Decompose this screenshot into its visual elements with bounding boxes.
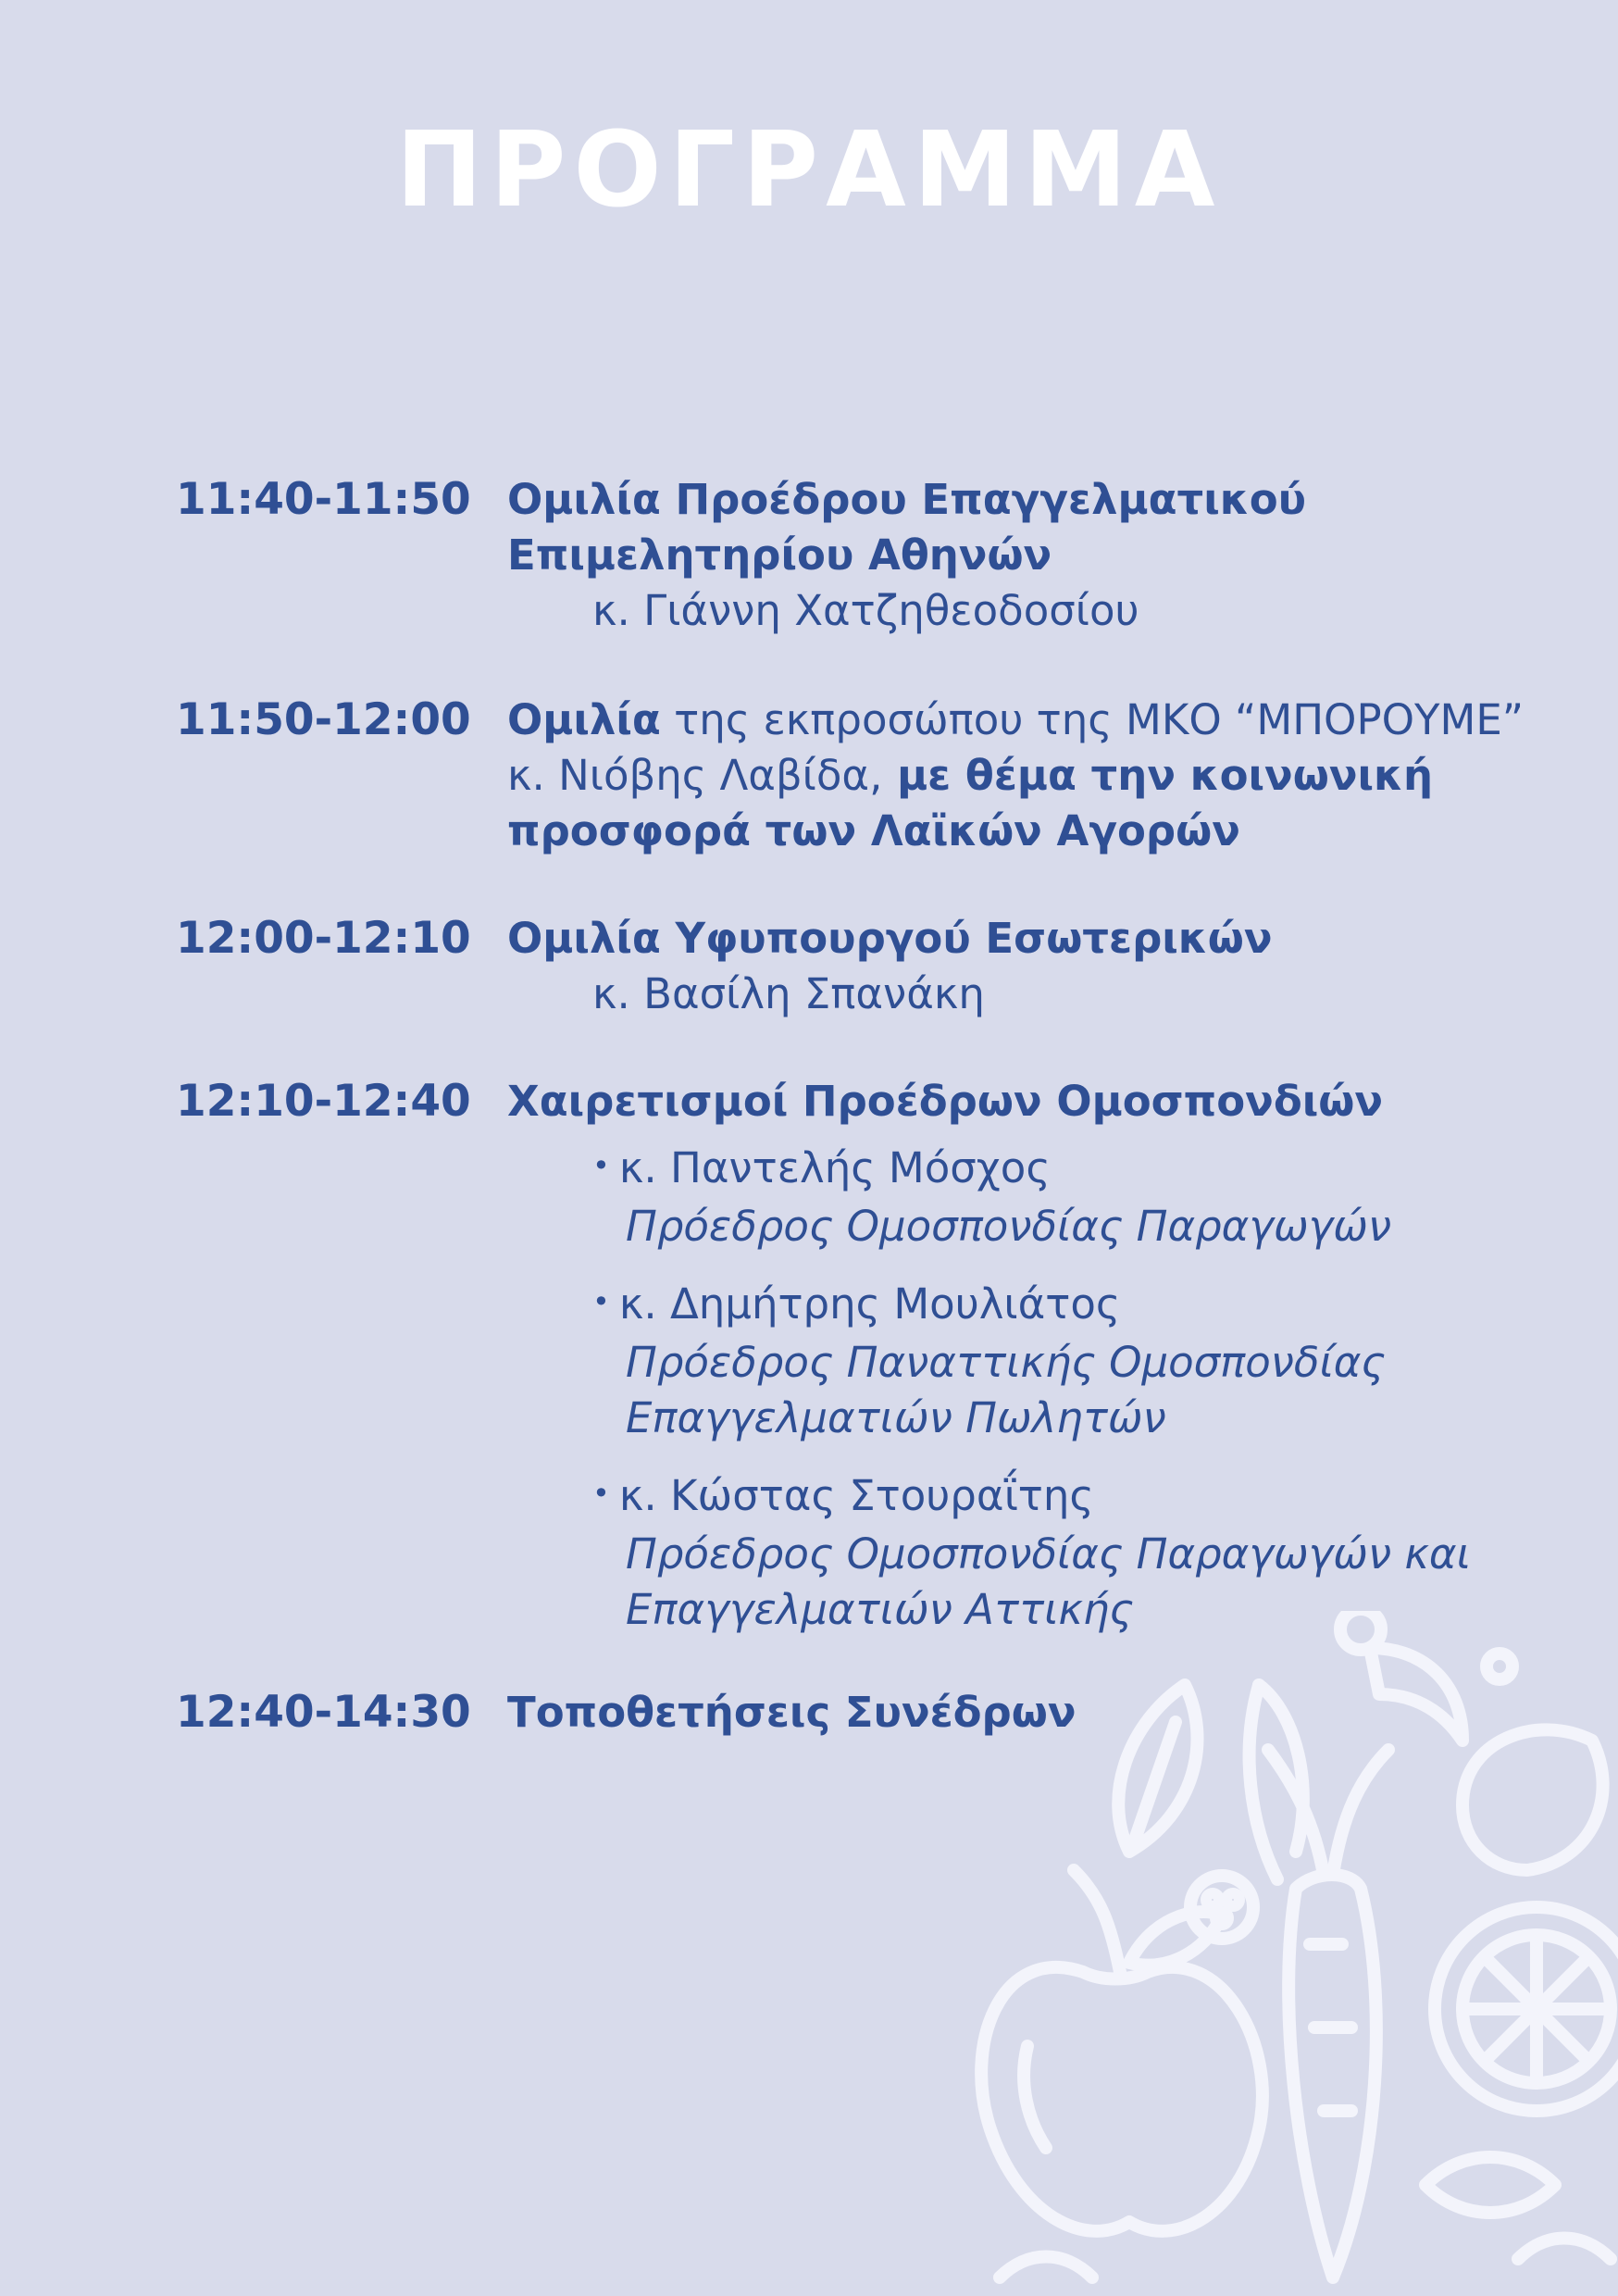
- speaker-role: Πρόεδρος Ομοσπονδίας Παραγωγών: [626, 1202, 1392, 1251]
- bullet-list: [507, 1141, 1572, 1638]
- speaker-role: Πρόεδρος Ομοσπονδίας Παραγωγών και: [626, 1529, 1471, 1578]
- speaker-role: Επαγγελματιών Πωλητών: [626, 1393, 1166, 1442]
- speaker-name: κ. Κώστας Στουραΐτης: [618, 1471, 1094, 1520]
- time-slot: 12:40-14:30: [176, 1687, 471, 1738]
- speaker-role: Επαγγελματιών Αττικής: [626, 1585, 1134, 1634]
- speaker-name: κ. Νιόβης Λαβίδα,: [507, 751, 883, 800]
- carrot-icon: [1288, 1875, 1376, 2277]
- bullet-icon: •: [592, 1476, 610, 1511]
- bullet-icon: •: [592, 1284, 610, 1319]
- time-slot: 12:00-12:10: [176, 913, 471, 964]
- entry-content: [507, 693, 1572, 859]
- corn-icon: [1250, 1685, 1277, 1879]
- entry-heading: Ομιλία Προέδρου Επαγγελματικού: [507, 475, 1307, 524]
- speaker-role: Πρόεδρος Παναττικής Ομοσπονδίας: [626, 1338, 1386, 1387]
- lemon-icon: [1462, 1729, 1603, 1870]
- speaker-name: κ. Γιάννη Χατζηθεοδοσίου: [592, 586, 1139, 635]
- speaker-name: κ. Παντελής Μόσχος: [618, 1143, 1051, 1192]
- speaker-name: κ. Δημήτρης Μουλιάτος: [618, 1279, 1121, 1329]
- entry-heading: Ομιλία: [507, 695, 661, 744]
- time-slot: 12:10-12:40: [176, 1076, 471, 1127]
- page-title: ΠΡΟΓΡΑΜΜΑ: [395, 110, 1223, 231]
- list-item: [507, 1277, 1572, 1446]
- entry-content: [507, 1074, 1572, 1660]
- speaker-name: κ. Βασίλη Σπανάκη: [592, 969, 985, 1018]
- bullet-icon: •: [592, 1148, 610, 1183]
- entry-heading: Ομιλία Υφυπουργού Εσωτερικών: [507, 914, 1273, 963]
- entry-content: [507, 472, 1572, 639]
- entry-content: [507, 911, 1572, 1022]
- entry-heading: Χαιρετισμοί Προέδρων Ομοσπονδιών: [507, 1077, 1384, 1126]
- time-slot: 11:50-12:00: [176, 694, 471, 745]
- entry-topic: με θέμα την κοινωνική: [882, 751, 1434, 800]
- produce-illustration-icon: [944, 1611, 1618, 2296]
- entry-heading: Επιμελητηρίου Αθηνών: [507, 530, 1052, 580]
- time-slot: 11:40-11:50: [176, 474, 471, 525]
- entry-text: της εκπροσώπου της ΜΚΟ “ΜΠΟΡΟΥΜΕ”: [660, 695, 1525, 744]
- entry-topic: προσφορά των Λαϊκών Αγορών: [507, 806, 1240, 855]
- banana-icon: [1370, 1648, 1462, 1741]
- list-item: [507, 1141, 1572, 1254]
- entry-heading: Τοποθετήσεις Συνέδρων: [507, 1688, 1077, 1737]
